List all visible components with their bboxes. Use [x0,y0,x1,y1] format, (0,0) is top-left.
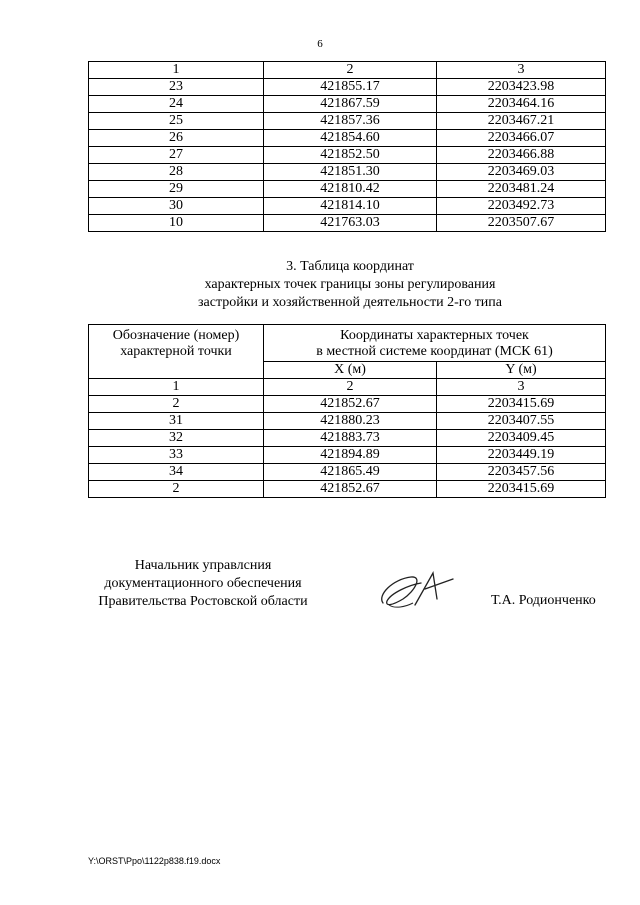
table-cell: 2203423.98 [437,79,606,96]
table-cell: 31 [89,413,264,430]
table-cell: 1 [89,62,264,79]
table-row [89,447,606,464]
table-cell: 26 [89,130,264,147]
table-cell: 2203466.88 [437,147,606,164]
table-cell: 2203467.21 [437,113,606,130]
table-cell: 2 [89,481,264,498]
coordinates-table-3 [88,324,606,498]
table-cell: 2 [89,396,264,413]
table-cell: 2203469.03 [437,164,606,181]
table-cell: 32 [89,430,264,447]
table-cell: 30 [89,198,264,215]
table-cell: 2203407.55 [437,413,606,430]
table-cell: 2203449.19 [437,447,606,464]
table-cell: 10 [89,215,264,232]
x-header: X (м) [264,362,437,379]
table-row [89,96,606,113]
table-row [89,430,606,447]
table-row [89,130,606,147]
table-cell: 421880.23 [264,413,437,430]
table-cell: 2203409.45 [437,430,606,447]
table-cell: 421894.89 [264,447,437,464]
caption-line: характерных точек границы зоны регулирования [204,277,496,292]
table-cell: 25 [89,113,264,130]
table-cell: 421855.17 [264,79,437,96]
table-row [89,181,606,198]
table-cell: 29 [89,181,264,198]
table-cell: 421852.67 [264,481,437,498]
header-text: Координаты характерных точек [340,328,529,343]
file-path-footer: Y:\ORST\Ppo\1122p838.f19.docx [88,856,221,866]
table-cell: 2203415.69 [437,481,606,498]
table-cell: 421852.67 [264,396,437,413]
table-cell: 1 [89,379,264,396]
table-cell: 421810.42 [264,181,437,198]
caption-line: 3. Таблица координат [286,259,414,274]
signatory-title-line: Правительства Ростовской области [98,594,308,609]
table-row [89,396,606,413]
table-cell: 2203466.07 [437,130,606,147]
table-cell: 2 [264,62,437,79]
header-text: характерной точки [120,344,232,359]
table-cell: 421857.36 [264,113,437,130]
table-cell: 23 [89,79,264,96]
table-cell: 2203507.67 [437,215,606,232]
table-cell: 2203464.16 [437,96,606,113]
table-cell: 2203492.73 [437,198,606,215]
table-cell: 421852.50 [264,147,437,164]
y-header: Y (м) [437,362,606,379]
header-text: Обозначение (номер) [112,328,240,343]
table-cell: 421867.59 [264,96,437,113]
table-row [89,164,606,181]
page-number: 6 [317,38,323,50]
signatory-title [88,557,318,611]
table-row [89,481,606,498]
point-designation-header [89,325,264,379]
table-cell: 421763.03 [264,215,437,232]
table-cell: 34 [89,464,264,481]
table-header-row [89,62,606,79]
table-cell: 33 [89,447,264,464]
coordinates-table-continued [88,61,606,232]
table-caption [0,258,640,312]
table-row [89,198,606,215]
table-cell: 28 [89,164,264,181]
table-numbering-row [89,379,606,396]
signatory-title-line: Начальник управлсния [134,558,272,573]
table-cell: 3 [437,62,606,79]
table-cell: 421854.60 [264,130,437,147]
table-cell: 421865.49 [264,464,437,481]
table-cell: 2203481.24 [437,181,606,198]
table-row [89,113,606,130]
handwritten-signature [375,565,465,615]
coordinates-header [264,325,606,362]
caption-line: застройки и хозяйственной деятельности 2-го типа [197,295,503,310]
table-header-row [89,325,606,362]
table-cell: 421814.10 [264,198,437,215]
table-cell: 2203415.69 [437,396,606,413]
table-row [89,147,606,164]
table-cell: 2203457.56 [437,464,606,481]
table-row [89,215,606,232]
table-cell: 27 [89,147,264,164]
table-cell: 24 [89,96,264,113]
table-cell: 421851.30 [264,164,437,181]
signatory-name: Т.А. Родионченко [491,593,596,608]
signatory-title-line: документационного обеспечения [104,576,302,591]
table-cell: 421883.73 [264,430,437,447]
table-row [89,413,606,430]
table-cell: 2 [264,379,437,396]
table-row [89,464,606,481]
table-row [89,79,606,96]
table-cell: 3 [437,379,606,396]
header-text: в местной системе координат (МСК 61) [316,344,553,359]
